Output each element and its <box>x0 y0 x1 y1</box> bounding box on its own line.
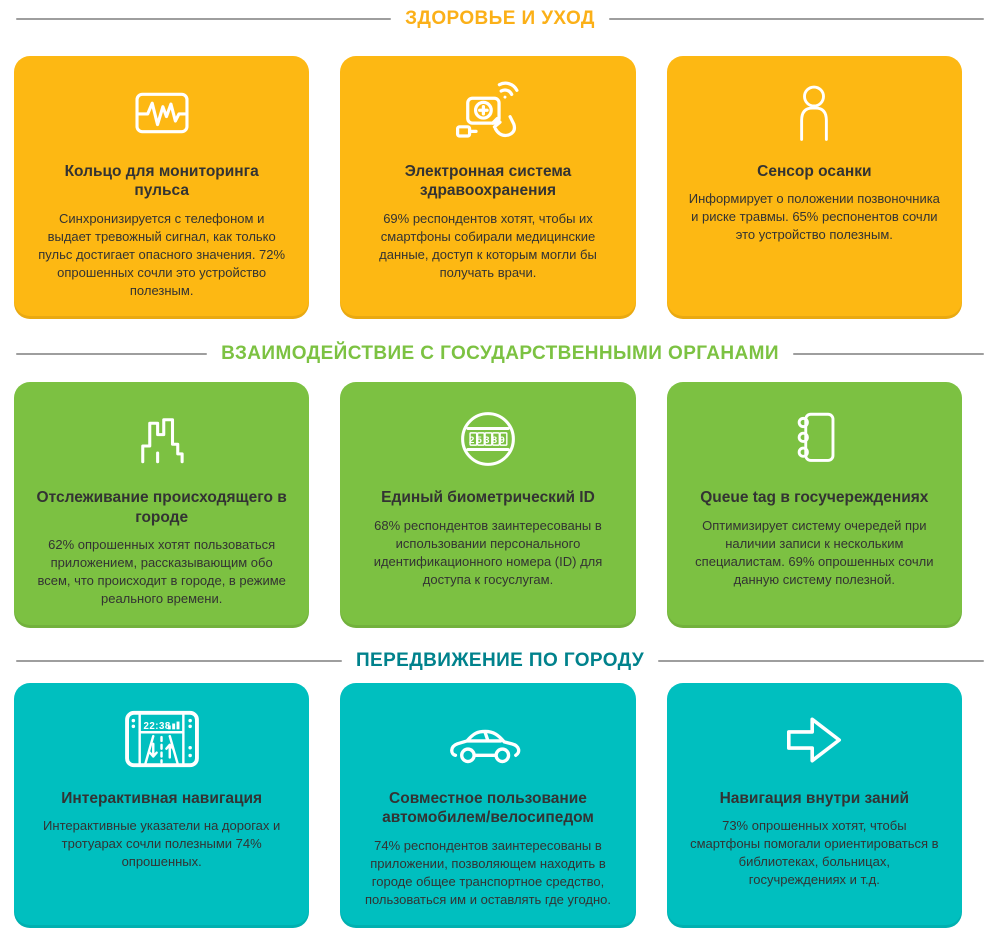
card-description: Интерактивные указатели на дорогах и тротуарах сочли полезными 74% опрошенных. <box>43 818 281 870</box>
ehealth-kit-icon <box>362 76 613 150</box>
posture-person-icon <box>689 76 940 150</box>
cards-row-government <box>14 382 962 628</box>
section-header-transport <box>0 650 1000 672</box>
city-skyline-icon <box>36 402 287 476</box>
divider-line <box>16 353 207 355</box>
divider-line <box>16 18 391 20</box>
card-description: 74% респондентов заинтересованы в приложении, позволяющем находить в городе общее транспортное средство, пользоваться им и оставлять где угодно. <box>364 837 612 907</box>
card-city-tracking <box>14 382 309 628</box>
card-indoor-navigation <box>667 683 962 929</box>
divider-line <box>793 353 984 355</box>
card-ehealth <box>340 56 635 319</box>
card-queue-tag <box>667 382 962 628</box>
car-icon <box>362 703 613 777</box>
biometric-id-icon <box>362 402 613 476</box>
card-description: 73% опрошенных хотят, чтобы смартфоны помогали ориентироваться в библиотеках, больницах, госучреждениях и т.д. <box>690 818 939 888</box>
section-title: ПЕРЕДВИЖЕНИЕ ПО ГОРОДУ <box>355 649 645 671</box>
section-title: ЗДОРОВЬЕ И УХОД <box>405 8 595 29</box>
cards-row-transport <box>14 683 962 929</box>
card-description: Оптимизирует систему очередей при наличии записи к нескольким специалистам. 69% опрошенных сочли данную систему полезной. <box>695 517 934 587</box>
cards-row-health <box>14 56 962 319</box>
queue-notebook-icon <box>689 402 940 476</box>
card-title: Интерактивная навигация <box>61 789 263 807</box>
card-description: Синхронизируется с телефоном и выдает тревожный сигнал, как только пульс достигает опасного значения. 72% опрошенных сочли это устройство полезным. <box>38 210 286 298</box>
card-title: Навигация внутри заний <box>719 789 910 807</box>
infographic-page <box>0 8 1000 944</box>
divider-line <box>609 18 984 20</box>
card-title: Сенсор осанки <box>757 163 872 180</box>
card-title: Совместное пользование автомобилем/велосипедом <box>382 789 594 827</box>
card-description: 69% респондентов хотят, чтобы их смартфоны собирали медицинские данные, доступ к которым могли бы получать врачи. <box>379 210 597 280</box>
card-biometric-id <box>340 382 635 628</box>
card-interactive-navigation <box>14 683 309 929</box>
card-description: 62% опрошенных хотят пользоваться приложением, рассказывающим обо всем, что происходит в городе, в режиме реального времени. <box>37 537 286 606</box>
card-pulse-ring <box>14 56 309 319</box>
pulse-monitor-icon <box>36 76 287 150</box>
svg-text:25389: 25389 <box>468 435 508 447</box>
card-title: Queue tag в госучереждениях <box>700 489 929 507</box>
nav-display-icon <box>36 703 287 777</box>
svg-text:22:38: 22:38 <box>143 720 171 732</box>
arrow-right-icon <box>689 703 940 777</box>
section-header-government <box>0 343 1000 365</box>
card-title: Кольцо для мониторинга пульса <box>64 163 259 200</box>
section-header-health <box>0 8 1000 30</box>
divider-line <box>658 660 984 662</box>
card-description: 68% респондентов заинтересованы в использовании персонального идентификационного номера (ID) для доступа к госуслугам. <box>373 517 603 587</box>
card-title: Электронная система здравоохранения <box>404 163 572 200</box>
card-posture-sensor <box>667 56 962 319</box>
card-title: Единый биометрический ID <box>381 489 595 507</box>
card-car-sharing <box>340 683 635 929</box>
section-title: ВЗАИМОДЕЙСТВИЕ С ГОСУДАРСТВЕННЫМИ ОРГАНАМИ <box>221 343 779 365</box>
divider-line <box>16 660 342 662</box>
card-description: Информирует о положении позвоночника и риске травмы. 65% респонентов сочли это устройство полезным. <box>688 191 940 243</box>
card-title: Отслеживание происходящего в городе <box>36 489 287 526</box>
